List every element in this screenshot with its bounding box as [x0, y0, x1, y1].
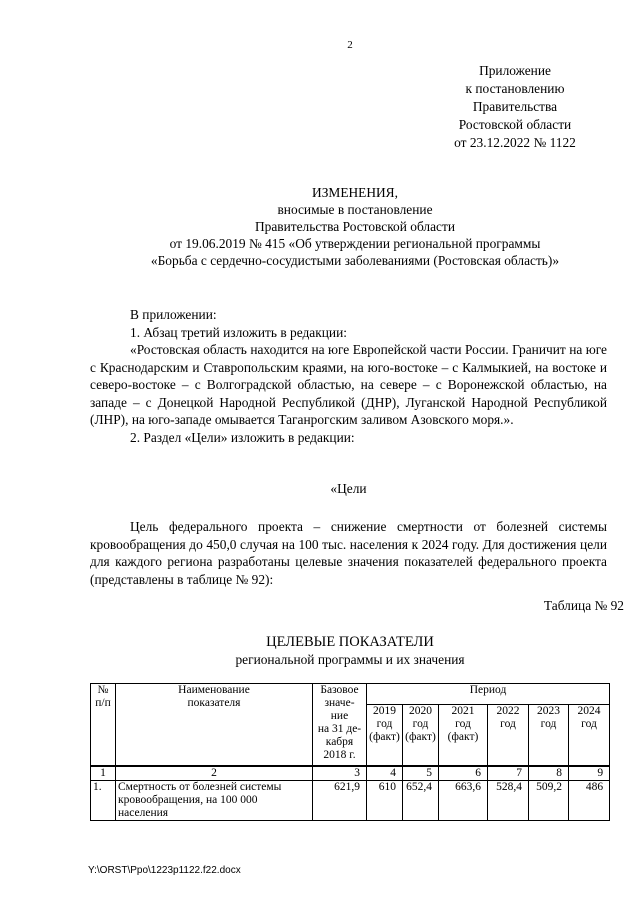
- index-cell: 2: [116, 766, 313, 781]
- title-line: Правительства Ростовской области: [254, 219, 456, 234]
- document-title: [90, 184, 620, 269]
- targets-table: [90, 683, 610, 821]
- index-cell: 4: [367, 766, 403, 781]
- table-header-row: [91, 684, 610, 705]
- row-value: 509,2: [529, 781, 569, 821]
- index-cell: 9: [569, 766, 610, 781]
- row-value: 610: [367, 781, 403, 821]
- table-subtitle: региональной программы и их значения: [235, 652, 465, 667]
- title-line: «Борьба с сердечно-сосудистыми заболеваниями (Ростовская область)»: [150, 253, 560, 268]
- row-value: 652,4: [403, 781, 439, 821]
- row-base: 621,9: [313, 781, 367, 821]
- header-cell-base: Базовое значе- ние на 31 де- кабря 2018 г.: [313, 684, 367, 767]
- index-cell: 7: [488, 766, 529, 781]
- paragraph: 1. Абзац третий изложить в редакции:: [130, 324, 347, 340]
- index-cell: 8: [529, 766, 569, 781]
- page-number: 2: [347, 39, 353, 51]
- row-num: 1.: [91, 781, 116, 821]
- approval-line: к постановлению: [465, 81, 565, 96]
- table-index-row: [91, 766, 610, 781]
- file-path-footer: Y:\ORST\Ppo\1223p1122.f22.docx: [88, 865, 241, 876]
- title-line: вносимые в постановление: [277, 202, 433, 217]
- approval-block: [430, 62, 600, 152]
- index-cell: 6: [439, 766, 488, 781]
- approval-line: Правительства: [472, 99, 558, 114]
- index-cell: 5: [403, 766, 439, 781]
- paragraph: «Ростовская область находится на юге Европейской части России. Граничит на юге с Краснодарским и Ставропольским краями, на юго-востоке – с Калмыкией, на востоке и северо-востоке – с Волгоградской областью, на севере – с Воронежской областью, на западе – с Донецкой Народной Республикой (ДНР), Луганской Народной Республикой (ЛНР), на юго-западе омывается Таганрогским заливом Азовского моря.».: [90, 342, 607, 427]
- section-title: «Цели: [330, 481, 367, 496]
- header-cell-num: № п/п: [91, 684, 116, 767]
- year-cell: 2020 год (факт): [403, 705, 439, 766]
- goal-text: [90, 518, 607, 588]
- row-value: 486: [569, 781, 610, 821]
- approval-line: от 23.12.2022 № 1122: [454, 135, 576, 150]
- index-cell: 1: [91, 766, 116, 781]
- year-cell: 2023 год: [529, 705, 569, 766]
- body-text: [90, 306, 607, 446]
- year-cell: 2021 год (факт): [439, 705, 488, 766]
- table-title: ЦЕЛЕВЫЕ ПОКАЗАТЕЛИ: [266, 634, 434, 650]
- header-cell-period: Период: [367, 684, 610, 705]
- row-value: 663,6: [439, 781, 488, 821]
- paragraph: Цель федерального проекта – снижение смертности от болезней системы кровообращения до 450,0 случая на 100 тыс. населения к 2024 году. Для достижения цели для каждого региона разработаны целевые значения показателей федерального проекта (представлены в таблице № 92):: [90, 519, 607, 587]
- row-name: Смертность от болезней системы кровообращения, на 100 000 населения: [116, 781, 313, 821]
- row-value: 528,4: [488, 781, 529, 821]
- approval-line: Приложение: [479, 63, 551, 78]
- paragraph: В приложении:: [130, 307, 217, 322]
- title-line: от 19.06.2019 № 415 «Об утверждении региональной программы: [169, 236, 541, 251]
- title-line: ИЗМЕНЕНИЯ,: [312, 185, 398, 200]
- paragraph: 2. Раздел «Цели» изложить в редакции:: [130, 429, 355, 445]
- header-cell-name: Наименование показателя: [116, 684, 313, 767]
- year-cell: 2024 год: [569, 705, 610, 766]
- year-cell: 2019 год (факт): [367, 705, 403, 766]
- index-cell: 3: [313, 766, 367, 781]
- table-row: [91, 781, 610, 821]
- year-cell: 2022 год: [488, 705, 529, 766]
- approval-line: Ростовской области: [458, 117, 572, 132]
- table-number: Таблица № 92: [543, 598, 624, 613]
